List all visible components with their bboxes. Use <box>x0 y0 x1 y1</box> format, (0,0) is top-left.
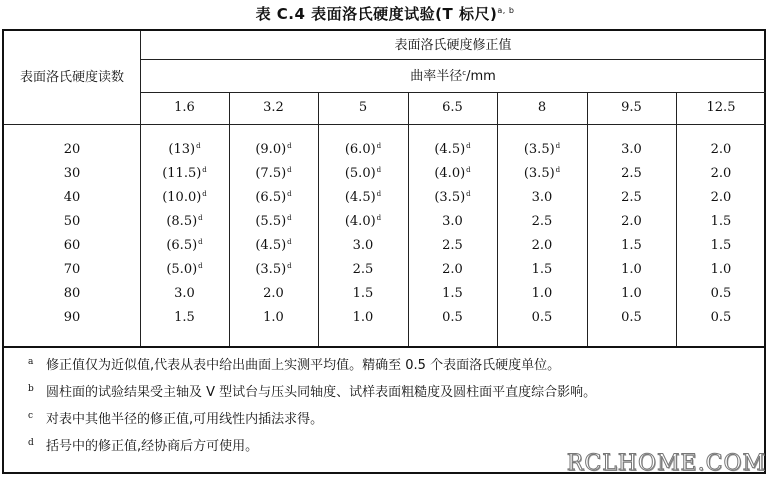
radius-header: 9.5 <box>621 100 642 115</box>
cell-value: 2.0 <box>710 142 732 157</box>
table-cell <box>229 141 318 160</box>
cell-value: 1.0 <box>531 286 553 301</box>
cell-note: d <box>555 166 561 174</box>
cell-value: (6.5) <box>255 190 287 205</box>
cell-value: (4.5) <box>434 142 466 157</box>
cell-value: 2.0 <box>263 286 284 301</box>
table-cell <box>587 261 676 279</box>
cell-value: 2.0 <box>710 190 732 205</box>
cell-value: 1.0 <box>352 310 374 325</box>
row-reading: 40 <box>63 190 81 205</box>
footnote-mark: d <box>28 438 34 448</box>
cell-note: d <box>287 142 292 150</box>
footnote-text: 括号中的修正值,经协商后方可使用。 <box>46 439 259 454</box>
table-cell <box>408 285 497 303</box>
table-cell <box>408 165 497 184</box>
table-cell <box>318 141 408 160</box>
table-cell <box>318 213 408 232</box>
cell-value: (10.0) <box>162 190 202 205</box>
subheader <box>140 68 766 87</box>
cell-value: (9.0) <box>255 142 287 157</box>
row-reading: 60 <box>63 238 81 253</box>
cell-value: 2.5 <box>621 166 642 181</box>
watermark: RCLHOME.COM <box>566 451 766 476</box>
subheader-note: c <box>462 69 467 77</box>
table-cell <box>587 165 676 183</box>
table-cell <box>587 285 676 303</box>
cell-value: (5.5) <box>255 214 287 229</box>
cell-value: 1.5 <box>174 310 195 325</box>
table-cell <box>587 213 676 231</box>
rule-under-header <box>4 124 766 125</box>
cell-value: 1.5 <box>531 262 553 277</box>
table-cell <box>497 309 587 327</box>
group-header: 表面洛氏硬度修正值 <box>394 38 512 53</box>
table-cell <box>497 165 587 184</box>
row-reading: 30 <box>63 166 81 181</box>
cell-value: 1.5 <box>621 238 642 253</box>
table-cell <box>318 189 408 208</box>
table-cell <box>229 261 318 280</box>
table-cell <box>318 261 408 279</box>
footnote-mark: a <box>28 357 34 367</box>
radius-header: 12.5 <box>706 100 736 115</box>
footnote <box>28 411 323 430</box>
cell-note: d <box>196 142 201 150</box>
footnote-mark: b <box>28 384 34 394</box>
cell-value: (4.0) <box>344 214 376 229</box>
row-reading: 20 <box>63 142 81 157</box>
cell-value: (3.5) <box>523 166 555 181</box>
cell-note: d <box>198 214 203 222</box>
cell-value: 1.0 <box>621 286 642 301</box>
table-title <box>0 4 770 27</box>
table-cell <box>140 141 229 160</box>
table-cell <box>408 141 497 160</box>
cell-value: 1.5 <box>710 214 732 229</box>
cell-value: 3.0 <box>352 238 374 253</box>
table-cell <box>497 285 587 303</box>
table-cell <box>676 141 766 159</box>
table-cell <box>229 237 318 256</box>
cell-value: 2.5 <box>352 262 374 277</box>
footnote <box>28 384 596 403</box>
footnote-mark: c <box>28 411 34 421</box>
table-cell <box>229 285 318 303</box>
cell-note: d <box>202 190 207 198</box>
table-cell <box>587 309 676 327</box>
table-cell <box>676 309 766 327</box>
cell-note: d <box>202 166 207 174</box>
table-title-text: 表 C.4 表面洛氏硬度试验(T 标尺) <box>255 5 498 23</box>
cell-value: 0.5 <box>621 310 642 325</box>
cell-note: d <box>198 262 203 270</box>
cell-value: (11.5) <box>162 166 202 181</box>
cell-value: (4.0) <box>434 166 466 181</box>
table-cell <box>408 237 497 255</box>
cell-value: 2.0 <box>710 166 732 181</box>
cell-value: 3.0 <box>621 142 642 157</box>
radius-header: 5 <box>358 100 368 115</box>
table-cell <box>229 213 318 232</box>
rule-under-group-header <box>140 59 766 60</box>
cell-value: (4.5) <box>344 190 376 205</box>
cell-note: d <box>376 142 382 150</box>
radius-header: 3.2 <box>263 100 284 115</box>
table-cell <box>587 237 676 255</box>
cell-value: (3.5) <box>434 190 466 205</box>
cell-value: 0.5 <box>710 286 732 301</box>
cell-value: 2.0 <box>621 214 642 229</box>
table-cell <box>140 165 229 184</box>
table-cell <box>497 189 587 207</box>
cell-value: 1.0 <box>263 310 284 325</box>
table-cell <box>497 237 587 255</box>
cell-value: 1.0 <box>710 262 732 277</box>
table-cell <box>140 285 229 303</box>
table-cell <box>497 261 587 279</box>
rule-under-subheader <box>140 92 766 93</box>
table-cell <box>140 261 229 280</box>
cell-value: (8.5) <box>166 214 198 229</box>
cell-value: 1.5 <box>352 286 374 301</box>
cell-value: (3.5) <box>255 262 287 277</box>
table-cell <box>229 309 318 327</box>
cell-value: 2.0 <box>531 238 553 253</box>
table-cell <box>587 141 676 159</box>
table-cell <box>229 165 318 184</box>
cell-value: 3.0 <box>174 286 195 301</box>
cell-value: 0.5 <box>442 310 463 325</box>
cell-note: d <box>466 190 471 198</box>
cell-value: (7.5) <box>255 166 287 181</box>
cell-value: 3.0 <box>531 190 553 205</box>
table-cell <box>318 165 408 184</box>
table-title-notes: a, b <box>497 6 515 15</box>
table-cell <box>318 309 408 327</box>
radius-header: 1.6 <box>174 100 195 115</box>
cell-value: (3.5) <box>523 142 555 157</box>
cell-note: d <box>287 166 292 174</box>
footnote-text: 圆柱面的试验结果受主轴及 V 型试台与压头同轴度、试样表面粗糙度及圆柱面平直度综合影响。 <box>46 385 597 400</box>
table-cell <box>587 189 676 207</box>
cell-value: 0.5 <box>531 310 553 325</box>
cell-value: 2.5 <box>442 238 463 253</box>
cell-note: d <box>198 238 203 246</box>
footnote-text: 对表中其他半径的修正值,可用线性内插法求得。 <box>46 412 324 427</box>
cell-note: d <box>287 214 292 222</box>
cell-value: (5.0) <box>344 166 376 181</box>
cell-note: d <box>376 214 382 222</box>
table-frame <box>2 29 766 474</box>
table-cell <box>676 237 766 255</box>
table-cell <box>318 237 408 255</box>
table-cell <box>676 261 766 279</box>
table-cell <box>140 237 229 256</box>
table-cell <box>676 165 766 183</box>
table-cell <box>229 189 318 208</box>
row-reading: 80 <box>63 286 81 301</box>
cell-value: 1.0 <box>621 262 642 277</box>
subheader-unit: /mm <box>466 69 496 84</box>
row-reading: 90 <box>63 310 81 325</box>
table-cell <box>140 213 229 232</box>
subheader-text: 曲率半径 <box>410 69 463 84</box>
table-cell <box>676 213 766 231</box>
cell-value: (4.5) <box>255 238 287 253</box>
cell-note: d <box>287 238 292 246</box>
row-reading: 70 <box>63 262 81 277</box>
table-cell <box>408 213 497 231</box>
table-cell <box>497 213 587 231</box>
table-cell <box>318 285 408 303</box>
cell-value: 2.5 <box>531 214 553 229</box>
cell-note: d <box>376 166 382 174</box>
cell-note: d <box>287 262 292 270</box>
radius-header: 8 <box>537 100 547 115</box>
cell-value: (13) <box>168 142 196 157</box>
row-header: 表面洛氏硬度读数 <box>19 70 124 85</box>
cell-value: 0.5 <box>710 310 732 325</box>
cell-value: (6.5) <box>166 238 198 253</box>
cell-value: 1.5 <box>710 238 732 253</box>
rule-above-notes <box>4 346 766 348</box>
cell-note: d <box>287 190 292 198</box>
cell-value: 2.0 <box>442 262 463 277</box>
footnote-text: 修正值仅为近似值,代表从表中给出曲面上实测平均值。精确至 0.5 个表面洛氏硬度单位。 <box>46 358 561 373</box>
table-cell <box>676 189 766 207</box>
cell-value: 1.5 <box>442 286 463 301</box>
table-cell <box>676 285 766 303</box>
table-cell <box>140 309 229 327</box>
table-cell <box>140 189 229 208</box>
table-cell <box>497 141 587 160</box>
radius-header: 6.5 <box>442 100 463 115</box>
row-reading: 50 <box>63 214 81 229</box>
footnote <box>28 438 258 457</box>
cell-value: (5.0) <box>166 262 198 277</box>
cell-note: d <box>376 190 382 198</box>
table-cell <box>408 189 497 208</box>
footnote <box>28 357 560 376</box>
cell-value: 2.5 <box>621 190 642 205</box>
cell-note: d <box>555 142 561 150</box>
cell-value: (6.0) <box>344 142 376 157</box>
cell-note: d <box>466 166 471 174</box>
cell-note: d <box>466 142 471 150</box>
table-cell <box>408 261 497 279</box>
table-cell <box>408 309 497 327</box>
cell-value: 3.0 <box>442 214 463 229</box>
